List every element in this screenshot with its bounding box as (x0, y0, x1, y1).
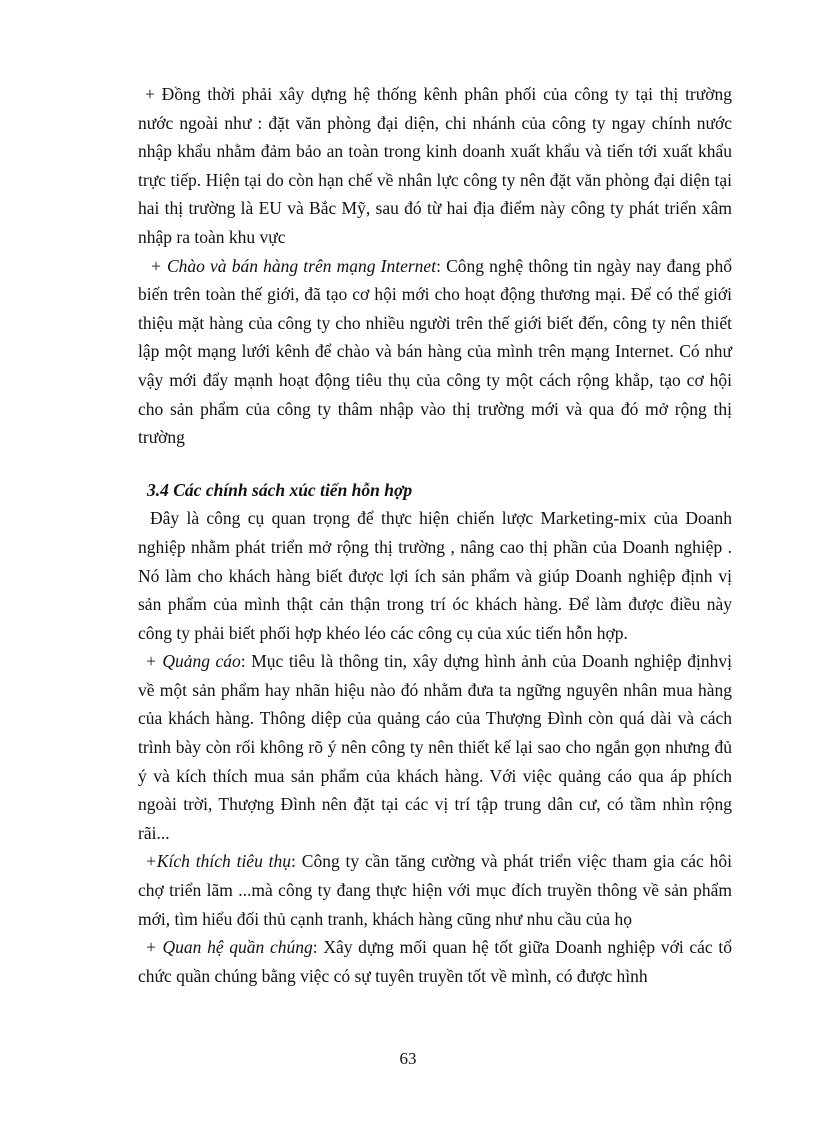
paragraph-lead: +Kích thích tiêu thụ (145, 851, 292, 872)
paragraph-online-sales (138, 252, 732, 452)
paragraph-distribution-channels (138, 80, 732, 252)
paragraph-lead: + Chào và bán hàng trên mạng Internet (150, 255, 437, 276)
paragraph-text: : Xây dựng mối quan hệ tốt giữa Doanh nghiệp với các tổ chức quần chúng bằng việc có sự tuyên truyền tốt về mình, có được hình (138, 937, 733, 986)
paragraph-lead: + Quan hệ quần chúng (145, 937, 313, 958)
paragraph-text: Đây là công cụ quan trọng để thực hiện chiến lược Marketing-mix của Doanh nghiệp nhằm phát triển mở rộng thị trường , nâng cao thị phần của Doanh nghiệp . Nó làm cho khách hàng biết được lợi ích sản phẩm và giúp Doanh nghiệp định vị sản phẩm của mình thật cản thận trong trí óc khách hàng. Để làm được điều này công ty phải biết phối hợp khéo léo các công cụ của xúc tiến hỗn hợp. (138, 508, 732, 643)
paragraph-promotion-intro (138, 504, 732, 647)
paragraph-text: : Mục tiêu là thông tin, xây dựng hình ảnh của Doanh nghiệp địnhvị về một sản phẩm hay nhãn hiệu nào đó nhằm đưa ta ngững nguyên nhân mua hàng của khách hàng. Thông diệp của quảng cáo của Thượng Đình còn quá dài và cách trình bày còn rối không rõ ý nên công ty nên thiết kế lại sao cho ngắn gọn nhưng đủ ý và kích thích mua sản phẩm của khách hàng. Với việc quảng cáo qua áp phích ngoài trời, Thượng Đình nên đặt tại các vị trí tập trung dân cư, có tầm nhìn rộng rãi... (138, 651, 732, 843)
section-heading: 3.4 Các chính sách xúc tiến hỗn hợp (147, 479, 413, 500)
paragraph-public-relations (138, 933, 732, 990)
paragraph-text: : Công ty cần tăng cường và phát triển việc tham gia các hôi chợ triển lãm ...mà công ty đang thực hiện với mục đích truyền thông về sản phẩm mới, tìm hiểu đối thủ cạnh tranh, khách hàng cũng như nhu cầu của họ (138, 851, 732, 929)
paragraph-text: + Đồng thời phải xây dựng hệ thống kênh phân phối của công ty tại thị trường nước ngoài như : đặt văn phòng đại diện, chi nhánh của công ty ngay chính nước nhập khẩu nhằm đảm bảo an toàn trong kinh doanh xuất khẩu và tiến tới xuất khẩu trực tiếp. Hiện tại do còn hạn chế về nhân lực công ty nên đặt văn phòng đại diện tại hai thị trường là EU và Bắc Mỹ, sau đó từ hai địa điểm này công ty phát triển xâm nhập ra toàn khu vực (138, 84, 732, 247)
document-page (138, 80, 732, 990)
paragraph-advertising (138, 647, 732, 847)
paragraph-lead: + Quảng cáo (145, 651, 241, 672)
paragraph-text: : Công nghệ thông tin ngày nay đang phổ biến trên toàn thế giới, đã tạo cơ hội mới cho hoạt động thương mại. Để có thể giới thiệu mặt hàng của công ty cho nhiều người trên thế giới biết đến, công ty nên thiết lập một mạng lưới kênh để chào và bán hàng của mình trên mạng Internet. Có như vậy mới đẩy mạnh hoạt động tiêu thụ của công ty một cách rộng khắp, tạo cơ hội cho sản phẩm của công ty thâm nhập vào thị trường mới và qua đó mở rộng thị trường (138, 255, 732, 448)
paragraph-sales-promotion (138, 847, 732, 933)
page-number: 63 (399, 1049, 417, 1068)
